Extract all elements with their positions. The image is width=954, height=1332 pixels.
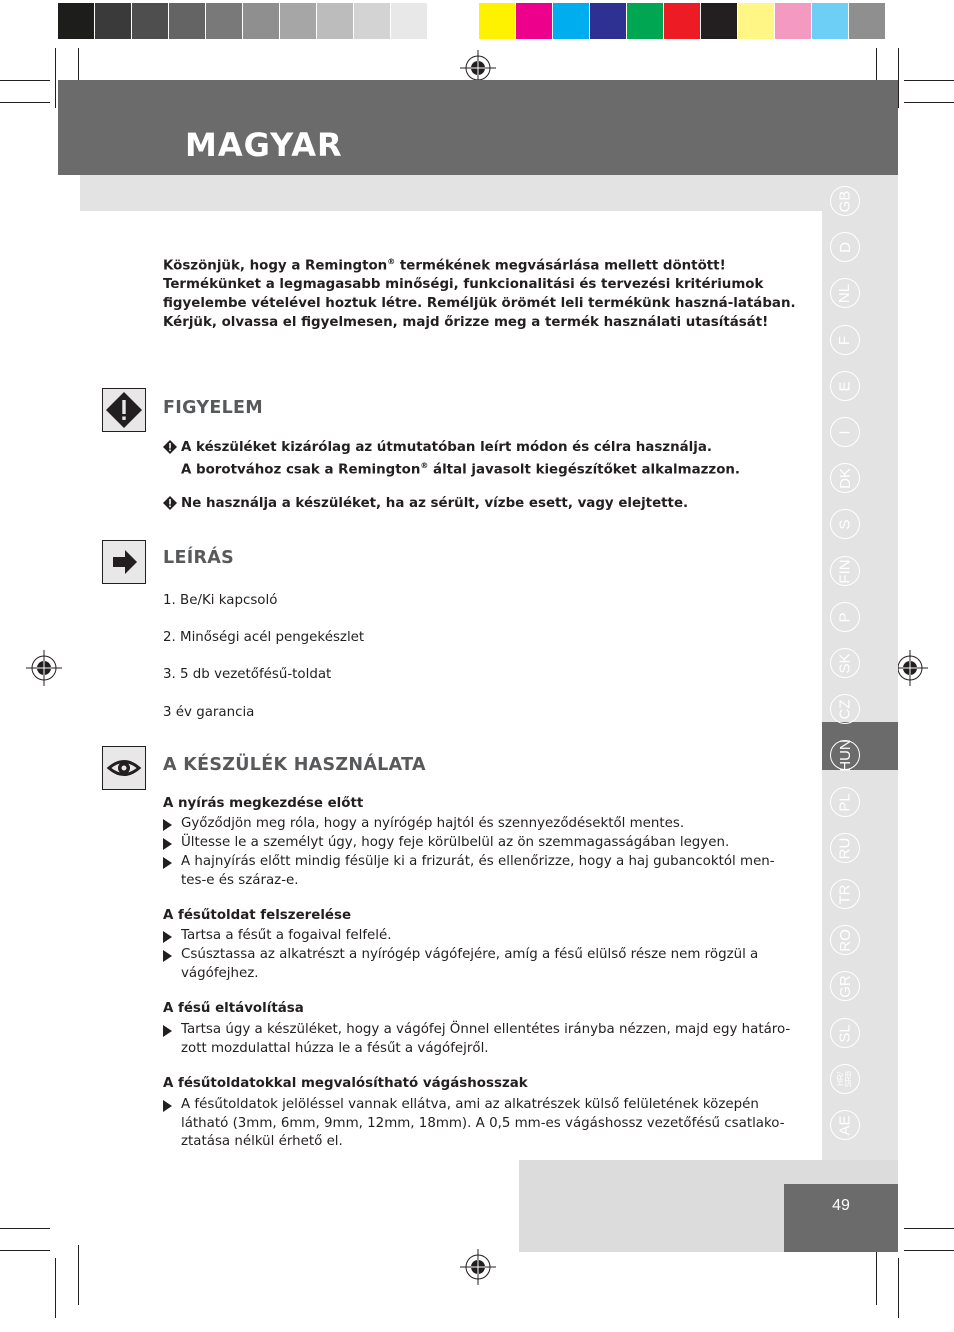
language-tab-d[interactable]	[830, 232, 860, 262]
warning-text: A borotvához csak a Remington	[181, 462, 421, 478]
language-tab-hr-srb[interactable]	[830, 1064, 860, 1094]
language-tab-label: HR/ SRB	[835, 1070, 853, 1088]
language-tab-label: F	[836, 335, 854, 345]
list-item	[163, 853, 778, 890]
color-swatch	[664, 3, 701, 39]
crop-mark	[876, 1245, 877, 1305]
language-tab-label: HUN	[836, 738, 854, 772]
language-tab-label: S	[836, 518, 854, 530]
language-tab-label: E	[836, 380, 854, 392]
language-tab-gr[interactable]	[830, 971, 860, 1001]
color-swatch	[738, 3, 775, 39]
crop-mark	[78, 1245, 79, 1305]
triangle-bullet-icon	[163, 819, 172, 831]
color-swatch	[479, 3, 516, 39]
language-tab-cz[interactable]	[830, 694, 860, 724]
warning-line-2	[181, 457, 740, 480]
language-tab-label: TR	[836, 884, 854, 904]
warning-text: által javasolt kiegészítőket alkalmazzon.	[428, 462, 741, 478]
triangle-bullet-icon	[163, 931, 172, 943]
crop-mark	[0, 1228, 50, 1229]
language-tab-label: D	[836, 241, 854, 253]
color-swatch	[317, 3, 354, 39]
crop-mark	[904, 102, 954, 103]
description-item: 1. Be/Ki kapcsoló	[163, 593, 278, 608]
warning-mark-icon	[163, 440, 177, 454]
language-tab-s[interactable]	[830, 509, 860, 539]
warning-icon-box	[102, 388, 146, 432]
language-tab-fin[interactable]	[830, 556, 860, 586]
color-calibration-bar	[58, 3, 896, 39]
description-item: 3. 5 db vezetőfésű-toldat	[163, 667, 332, 682]
color-swatch	[627, 3, 664, 39]
description-icon-box	[102, 540, 146, 584]
list-item-text: Csúsztassa az alkatrészt a nyírógép vágófejére, amíg a fésű elülső része nem rögzül a vágófejhez.	[181, 947, 759, 981]
color-swatch	[391, 3, 428, 39]
warning-mark-icon	[163, 496, 177, 510]
triangle-bullet-icon	[163, 1100, 172, 1112]
color-swatch	[553, 3, 590, 39]
language-tab-ae[interactable]	[830, 1110, 860, 1140]
language-tab-label: I	[836, 429, 854, 435]
language-tab-label: DK	[836, 467, 854, 489]
crop-mark	[0, 80, 50, 81]
registration-mark-icon	[26, 650, 62, 686]
color-swatch	[206, 3, 243, 39]
triangle-bullet-icon	[163, 838, 172, 850]
color-swatch	[354, 3, 391, 39]
language-tab-ru[interactable]	[830, 833, 860, 863]
section-title-warning: FIGYELEM	[163, 398, 263, 418]
crop-mark	[898, 48, 899, 108]
list-item	[163, 927, 803, 946]
list-item-text: A hajnyírás előtt mindig fésülje ki a frizurát, és ellenőrizze, hogy a haj gubancoktól men-tes-e és száraz-e.	[181, 854, 775, 888]
crop-mark	[898, 1258, 899, 1318]
color-swatch	[849, 3, 886, 39]
language-tab-label: P	[836, 611, 854, 623]
language-tab-label: SK	[836, 652, 854, 674]
language-tab-sk[interactable]	[830, 648, 860, 678]
color-swatch	[280, 3, 317, 39]
color-swatch	[243, 3, 280, 39]
list-item	[163, 834, 803, 853]
section-title-description: LEÍRÁS	[163, 548, 235, 568]
registered-mark: ®	[420, 461, 429, 470]
language-tab-hun[interactable]	[830, 740, 860, 770]
warning-line-3: Ne használja a készüléket, ha az sérült, vízbe esett, vagy elejtette.	[181, 496, 689, 511]
description-item: 3 év garancia	[163, 705, 255, 720]
language-tab-label: FIN	[836, 558, 854, 584]
usage-icon-box	[102, 746, 146, 790]
color-swatch	[95, 3, 132, 39]
crop-mark	[55, 1258, 56, 1318]
description-item: 2. Minőségi acél pengekészlet	[163, 630, 365, 645]
language-tab-i[interactable]	[830, 417, 860, 447]
language-tab-label: PL	[836, 792, 854, 812]
page-number: 49	[832, 1197, 850, 1214]
list-item	[163, 1096, 788, 1152]
sub-header-band	[80, 175, 898, 211]
color-swatch	[701, 3, 738, 39]
list-item	[163, 1021, 793, 1058]
registration-mark-icon	[460, 1249, 496, 1285]
language-tab-label: RO	[836, 928, 854, 952]
language-tab-label: AE	[836, 1114, 854, 1136]
language-tab-gb[interactable]	[830, 186, 860, 216]
color-swatch	[58, 3, 95, 39]
usage-subheading: A fésűtoldat felszerelése	[163, 908, 352, 923]
language-tab-sl[interactable]	[830, 1018, 860, 1048]
triangle-bullet-icon	[163, 950, 172, 962]
language-tab-label: CZ	[836, 699, 854, 719]
triangle-bullet-icon	[163, 1025, 172, 1037]
section-title-usage: A KÉSZÜLÉK HASZNÁLATA	[163, 755, 426, 775]
usage-subheading: A fésű eltávolítása	[163, 1001, 304, 1016]
crop-mark	[904, 1228, 954, 1229]
list-item-text: A fésűtoldatok jelöléssel vannak ellátva, ami az alkatrészek külső felületének közepén látható (3mm, 6mm, 9mm, 12mm, 18mm). A 0,5 mm-es vágáshossz vezetőfésű csatlako-ztatása nélkül érhető el.	[181, 1097, 785, 1150]
swatch-gap	[465, 3, 479, 39]
crop-mark	[904, 80, 954, 81]
usage-subheading: A nyírás megkezdése előtt	[163, 796, 364, 811]
color-swatch	[775, 3, 812, 39]
list-item-text: Tartsa úgy a készüléket, hogy a vágófej Önnel ellentétes irányba nézzen, majd egy határo-zott mozdulattal húzza le a fésűt a vágófejről.	[181, 1022, 791, 1056]
header-band	[58, 80, 898, 175]
language-tab-pl[interactable]	[830, 787, 860, 817]
language-tab-label: GB	[836, 190, 854, 212]
language-tab-nl[interactable]	[830, 278, 860, 308]
language-tab-ro[interactable]	[830, 925, 860, 955]
language-tab-label: NL	[836, 283, 854, 303]
crop-mark	[55, 48, 56, 108]
language-tab-label: RU	[836, 837, 854, 859]
color-swatch	[590, 3, 627, 39]
language-tab-label: GR	[836, 974, 854, 998]
page-title: MAGYAR	[185, 126, 343, 164]
language-tab-f[interactable]	[830, 325, 860, 355]
language-tab-tr[interactable]	[830, 879, 860, 909]
color-swatch	[169, 3, 206, 39]
list-item	[163, 946, 763, 983]
intro-paragraph	[163, 252, 803, 332]
usage-subheading: A fésűtoldatokkal megvalósítható vágáshosszak	[163, 1076, 528, 1091]
language-tab-label: SL	[836, 1023, 854, 1043]
list-item-text: Ültesse le a személyt úgy, hogy feje körülbelül az ön szemmagasságában legyen.	[181, 835, 730, 850]
crop-mark	[0, 1250, 50, 1251]
triangle-bullet-icon	[163, 857, 172, 869]
crop-mark	[0, 102, 50, 103]
intro-text: termékének megvásárlása mellett döntött! Termékünket a legmagasabb minőségi, funkcionalitási és tervezési kritériumok figyelembe vételével hoztuk létre. Reméljük örömét leli termékünk haszná-latában. Kérjük, olvassa el figyelmesen, majd őrizze meg a termék használati utasítását!	[163, 258, 796, 331]
list-item-text: Győződjön meg róla, hogy a nyírógép hajtól és szennyeződésektől mentes.	[181, 816, 685, 831]
list-item-text: Tartsa a fésűt a fogaival felfelé.	[181, 928, 392, 943]
color-swatch	[516, 3, 553, 39]
arrow-right-icon	[103, 541, 145, 583]
language-tab-dk[interactable]	[830, 463, 860, 493]
eye-icon	[103, 747, 145, 789]
color-swatch	[428, 3, 465, 39]
language-tab-p[interactable]	[830, 602, 860, 632]
warning-diamond-icon	[103, 389, 145, 431]
crop-mark	[904, 1250, 954, 1251]
intro-text: Köszönjük, hogy a Remington	[163, 258, 388, 274]
list-item	[163, 815, 803, 834]
color-swatch	[132, 3, 169, 39]
registered-mark: ®	[387, 257, 396, 266]
language-tab-e[interactable]	[830, 371, 860, 401]
warning-line-1: A készüléket kizárólag az útmutatóban leírt módon és célra használja.	[181, 440, 712, 455]
color-swatch	[812, 3, 849, 39]
